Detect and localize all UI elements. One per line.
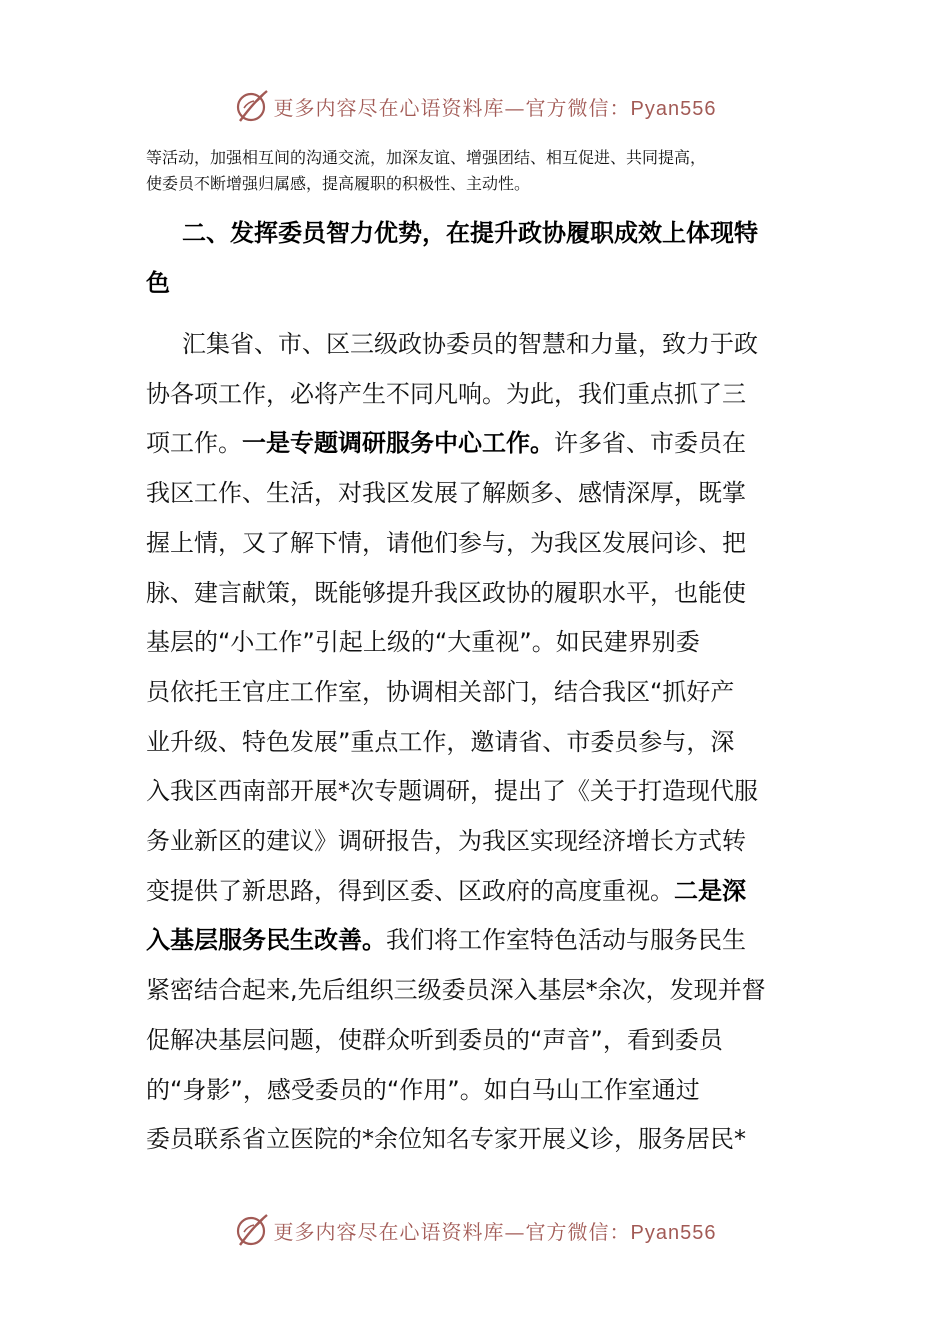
header-banner	[0, 86, 950, 126]
wechat-id: Pyan556	[630, 1221, 717, 1244]
body-line: 入基层服务民生改善。我们将工作室特色活动与服务民生	[146, 926, 746, 955]
body-line: 握上情，又了解下情，请他们参与，为我区发展问诊、把	[146, 528, 746, 557]
body-line: 务业新区的建议》调研报告，为我区实现经济增长方式转	[146, 827, 746, 856]
body-line: 协各项工作，必将产生不同凡响。为此，我们重点抓了三	[146, 379, 746, 408]
body-line: 汇集省、市、区三级政协委员的智慧和力量，致力于政	[182, 330, 758, 358]
banner-text: 更多内容尽在心语资料库—官方微信：Pyan556	[273, 95, 717, 120]
body-line: 员依托王官庄工作室，协调相关部门，结合我区“抓好产	[146, 677, 735, 706]
body-line: 业升级、特色发展”重点工作，邀请省、市委员参与，深	[146, 727, 735, 756]
heading-line: 色	[146, 269, 170, 297]
body-line: 基层的“小工作”引起上级的“大重视”。如民建界别委	[146, 628, 700, 657]
heading-line: 二、发挥委员智力优势，在提升政协履职成效上体现特	[182, 219, 758, 247]
bold-key-point: 入基层服务民生改善。	[146, 926, 386, 955]
section-heading	[146, 208, 818, 308]
body-line: 促解决基层问题，使群众听到委员的“声音”，看到委员	[146, 1025, 723, 1054]
wechat-id: Pyan556	[630, 97, 717, 120]
body-line: 变提供了新思路，得到区委、区政府的高度重视。二是深	[146, 876, 746, 905]
bold-key-point: 一是专题调研服务中心工作。	[242, 429, 554, 458]
paragraph-line: 使委员不断增强归属感，提高履职的积极性、主动性。	[146, 174, 531, 193]
quill-logo-icon	[234, 1212, 270, 1248]
body-line: 我区工作、生活，对我区发展了解颇多、感情深厚，既掌	[146, 479, 746, 508]
body-paragraph	[146, 320, 826, 1165]
banner-text: 更多内容尽在心语资料库—官方微信：Pyan556	[273, 1219, 717, 1244]
body-line: 项工作。一是专题调研服务中心工作。许多省、市委员在	[146, 429, 746, 458]
body-line: 脉、建言献策，既能够提升我区政协的履职水平，也能使	[146, 578, 746, 607]
body-line: 的“身影”，感受委员的“作用”。如白马山工作室通过	[146, 1075, 700, 1104]
quill-logo-icon	[234, 88, 270, 124]
paragraph-line: 等活动，加强相互间的沟通交流，加深友谊、增强团结、相互促进、共同提高，	[146, 148, 707, 167]
footer-banner	[0, 1210, 950, 1250]
body-line: 紧密结合起来,先后组织三级委员深入基层*余次，发现并督	[146, 976, 766, 1005]
previous-paragraph	[146, 145, 818, 197]
body-line: 入我区西南部开展*次专题调研，提出了《关于打造现代服	[146, 777, 758, 806]
body-line: 委员联系省立医院的*余位知名专家开展义诊，服务居民*	[146, 1125, 746, 1154]
bold-key-point: 二是深	[674, 876, 746, 905]
